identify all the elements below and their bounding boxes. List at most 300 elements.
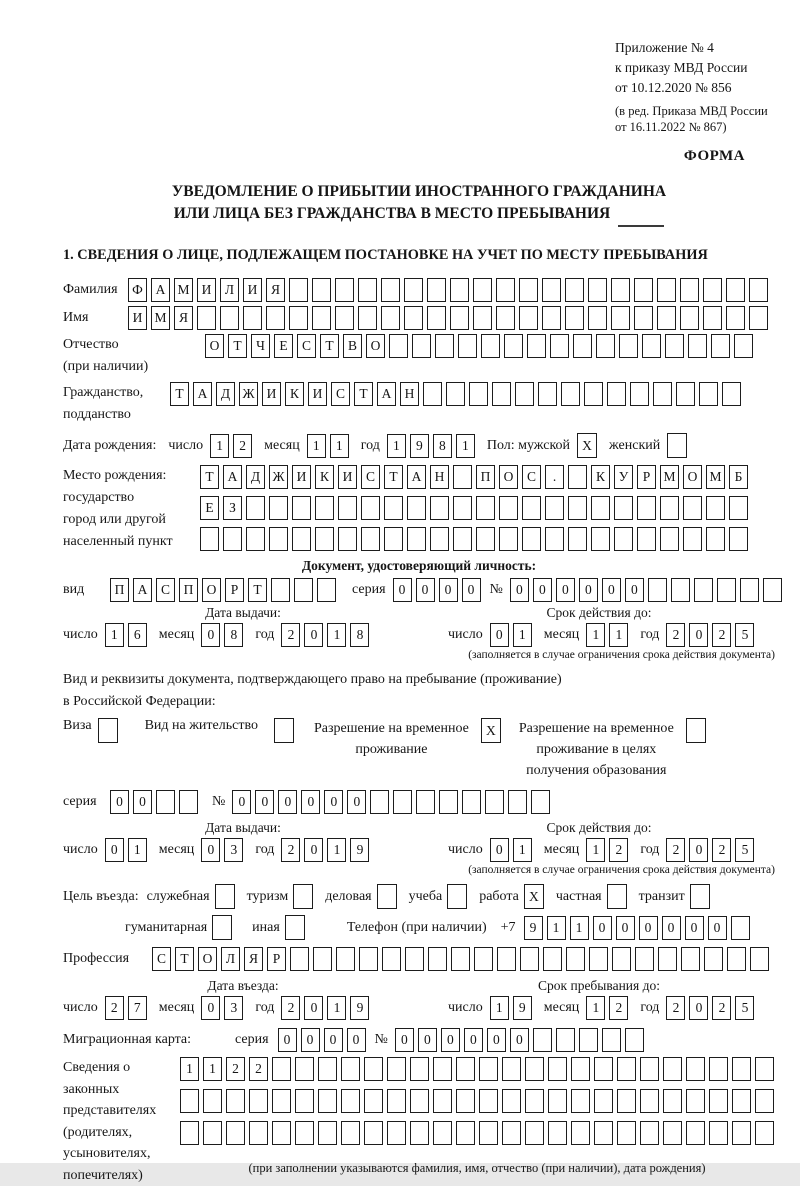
char-cell[interactable] <box>246 527 265 551</box>
char-cell[interactable] <box>686 1057 705 1081</box>
char-cell[interactable] <box>315 527 334 551</box>
char-cell[interactable] <box>272 1089 291 1113</box>
char-cell[interactable] <box>611 306 630 330</box>
char-cell[interactable] <box>589 947 608 971</box>
char-cell[interactable] <box>683 527 702 551</box>
char-cell[interactable]: 0 <box>708 916 727 940</box>
char-cell[interactable] <box>732 1089 751 1113</box>
char-cell[interactable]: 2 <box>249 1057 268 1081</box>
char-cell[interactable] <box>453 465 472 489</box>
char-cell[interactable] <box>384 496 403 520</box>
char-cell[interactable] <box>200 527 219 551</box>
char-cell[interactable] <box>381 278 400 302</box>
char-cell[interactable] <box>410 1057 429 1081</box>
purpose-business-checkbox[interactable] <box>377 884 397 909</box>
char-cell[interactable]: Б <box>729 465 748 489</box>
char-cell[interactable]: 2 <box>712 838 731 862</box>
char-cell[interactable] <box>635 947 654 971</box>
char-cell[interactable]: 2 <box>666 996 685 1020</box>
char-cell[interactable]: 2 <box>712 996 731 1020</box>
edu-residence-permit-checkbox[interactable] <box>686 718 706 743</box>
permit-expiry-day-input[interactable] <box>490 838 532 862</box>
char-cell[interactable] <box>335 306 354 330</box>
char-cell[interactable]: 0 <box>602 578 621 602</box>
char-cell[interactable] <box>492 382 511 406</box>
char-cell[interactable]: 2 <box>666 838 685 862</box>
mc-series-input[interactable] <box>278 1028 366 1052</box>
stay-month-input[interactable] <box>586 996 628 1020</box>
char-cell[interactable] <box>450 278 469 302</box>
char-cell[interactable] <box>531 790 550 814</box>
char-cell[interactable]: 0 <box>133 790 152 814</box>
char-cell[interactable]: 0 <box>439 578 458 602</box>
char-cell[interactable] <box>407 496 426 520</box>
char-cell[interactable] <box>542 278 561 302</box>
char-cell[interactable] <box>617 1057 636 1081</box>
permit-expiry-year-input[interactable] <box>666 838 754 862</box>
passport-expiry-year-input[interactable] <box>666 623 754 647</box>
char-cell[interactable]: С <box>297 334 316 358</box>
char-cell[interactable]: 0 <box>278 1028 297 1052</box>
char-cell[interactable] <box>538 382 557 406</box>
char-cell[interactable]: 0 <box>579 578 598 602</box>
char-cell[interactable]: О <box>202 578 221 602</box>
char-cell[interactable] <box>729 496 748 520</box>
char-cell[interactable]: X <box>524 884 544 909</box>
char-cell[interactable]: 1 <box>128 838 147 862</box>
char-cell[interactable]: 1 <box>203 1057 222 1081</box>
char-cell[interactable] <box>203 1089 222 1113</box>
char-cell[interactable] <box>504 334 523 358</box>
char-cell[interactable] <box>412 334 431 358</box>
char-cell[interactable] <box>740 578 759 602</box>
char-cell[interactable] <box>522 496 541 520</box>
char-cell[interactable]: К <box>315 465 334 489</box>
char-cell[interactable] <box>405 947 424 971</box>
char-cell[interactable] <box>423 382 442 406</box>
char-cell[interactable]: 1 <box>327 623 346 647</box>
char-cell[interactable] <box>520 947 539 971</box>
char-cell[interactable]: 1 <box>586 623 605 647</box>
doc-type-input[interactable] <box>110 578 336 602</box>
char-cell[interactable] <box>433 1057 452 1081</box>
char-cell[interactable] <box>453 527 472 551</box>
char-cell[interactable]: 1 <box>513 838 532 862</box>
char-cell[interactable]: 0 <box>462 578 481 602</box>
char-cell[interactable] <box>364 1057 383 1081</box>
char-cell[interactable]: 5 <box>735 623 754 647</box>
char-cell[interactable] <box>499 496 518 520</box>
passport-expiry-month-input[interactable] <box>586 623 628 647</box>
char-cell[interactable]: 8 <box>350 623 369 647</box>
char-cell[interactable] <box>226 1121 245 1145</box>
char-cell[interactable] <box>446 382 465 406</box>
char-cell[interactable]: 0 <box>625 578 644 602</box>
char-cell[interactable] <box>338 527 357 551</box>
char-cell[interactable] <box>384 527 403 551</box>
purpose-private-checkbox[interactable] <box>607 884 627 909</box>
char-cell[interactable] <box>676 382 695 406</box>
char-cell[interactable]: 0 <box>301 790 320 814</box>
char-cell[interactable] <box>671 578 690 602</box>
char-cell[interactable]: И <box>292 465 311 489</box>
char-cell[interactable]: 0 <box>232 790 251 814</box>
char-cell[interactable] <box>179 790 198 814</box>
char-cell[interactable]: И <box>128 306 147 330</box>
char-cell[interactable] <box>496 278 515 302</box>
char-cell[interactable] <box>614 527 633 551</box>
char-cell[interactable]: 0 <box>689 838 708 862</box>
char-cell[interactable] <box>594 1057 613 1081</box>
char-cell[interactable] <box>338 496 357 520</box>
char-cell[interactable] <box>680 278 699 302</box>
char-cell[interactable]: 2 <box>712 623 731 647</box>
given-name-input[interactable] <box>128 306 768 330</box>
doc-number-input[interactable] <box>510 578 782 602</box>
char-cell[interactable]: И <box>243 278 262 302</box>
char-cell[interactable]: Н <box>400 382 419 406</box>
char-cell[interactable]: 9 <box>524 916 543 940</box>
char-cell[interactable]: 0 <box>685 916 704 940</box>
char-cell[interactable]: . <box>545 465 564 489</box>
char-cell[interactable] <box>527 334 546 358</box>
representatives-row2-input[interactable] <box>180 1089 774 1113</box>
char-cell[interactable] <box>686 1121 705 1145</box>
char-cell[interactable]: 0 <box>301 1028 320 1052</box>
female-checkbox[interactable] <box>667 433 687 458</box>
char-cell[interactable]: П <box>110 578 129 602</box>
char-cell[interactable] <box>734 334 753 358</box>
char-cell[interactable]: 1 <box>586 996 605 1020</box>
char-cell[interactable] <box>561 382 580 406</box>
char-cell[interactable] <box>462 790 481 814</box>
patronymic-input[interactable] <box>205 334 753 358</box>
char-cell[interactable] <box>703 278 722 302</box>
birth-place-row2-input[interactable] <box>200 496 748 520</box>
char-cell[interactable]: 2 <box>233 434 252 458</box>
char-cell[interactable] <box>290 947 309 971</box>
char-cell[interactable] <box>755 1057 774 1081</box>
char-cell[interactable]: 2 <box>281 996 300 1020</box>
char-cell[interactable] <box>571 1121 590 1145</box>
char-cell[interactable]: В <box>343 334 362 358</box>
char-cell[interactable] <box>451 947 470 971</box>
char-cell[interactable] <box>640 1057 659 1081</box>
char-cell[interactable] <box>387 1121 406 1145</box>
temp-residence-permit-checkbox[interactable] <box>481 718 501 743</box>
char-cell[interactable]: 2 <box>609 996 628 1020</box>
char-cell[interactable] <box>703 306 722 330</box>
char-cell[interactable]: О <box>198 947 217 971</box>
char-cell[interactable]: 2 <box>226 1057 245 1081</box>
char-cell[interactable] <box>706 496 725 520</box>
char-cell[interactable]: А <box>377 382 396 406</box>
char-cell[interactable]: 1 <box>210 434 229 458</box>
char-cell[interactable]: 1 <box>586 838 605 862</box>
char-cell[interactable] <box>667 433 687 458</box>
char-cell[interactable]: С <box>331 382 350 406</box>
char-cell[interactable]: 0 <box>278 790 297 814</box>
char-cell[interactable]: О <box>499 465 518 489</box>
char-cell[interactable]: 2 <box>281 838 300 862</box>
char-cell[interactable] <box>473 278 492 302</box>
char-cell[interactable]: Ф <box>128 278 147 302</box>
char-cell[interactable] <box>502 1057 521 1081</box>
char-cell[interactable]: 0 <box>324 790 343 814</box>
char-cell[interactable] <box>640 1121 659 1145</box>
permit-number-input[interactable] <box>232 790 550 814</box>
char-cell[interactable] <box>496 306 515 330</box>
char-cell[interactable]: 1 <box>387 434 406 458</box>
char-cell[interactable]: 0 <box>324 1028 343 1052</box>
char-cell[interactable]: 2 <box>105 996 124 1020</box>
char-cell[interactable] <box>660 496 679 520</box>
char-cell[interactable] <box>637 527 656 551</box>
permit-issue-day-input[interactable] <box>105 838 147 862</box>
purpose-work-checkbox[interactable] <box>524 884 544 909</box>
char-cell[interactable]: М <box>660 465 679 489</box>
char-cell[interactable] <box>579 1028 598 1052</box>
char-cell[interactable] <box>681 947 700 971</box>
char-cell[interactable]: 0 <box>533 578 552 602</box>
char-cell[interactable]: А <box>407 465 426 489</box>
char-cell[interactable] <box>416 790 435 814</box>
char-cell[interactable] <box>657 306 676 330</box>
char-cell[interactable] <box>156 790 175 814</box>
char-cell[interactable]: И <box>262 382 281 406</box>
char-cell[interactable] <box>361 527 380 551</box>
char-cell[interactable] <box>525 1121 544 1145</box>
char-cell[interactable] <box>588 306 607 330</box>
char-cell[interactable] <box>596 334 615 358</box>
char-cell[interactable] <box>272 1057 291 1081</box>
char-cell[interactable] <box>640 1089 659 1113</box>
char-cell[interactable]: 0 <box>593 916 612 940</box>
char-cell[interactable] <box>358 278 377 302</box>
char-cell[interactable] <box>292 527 311 551</box>
char-cell[interactable] <box>364 1089 383 1113</box>
char-cell[interactable] <box>481 334 500 358</box>
char-cell[interactable] <box>519 278 538 302</box>
char-cell[interactable] <box>387 1057 406 1081</box>
char-cell[interactable] <box>658 947 677 971</box>
char-cell[interactable] <box>726 306 745 330</box>
char-cell[interactable] <box>407 527 426 551</box>
doc-series-input[interactable] <box>393 578 481 602</box>
entry-day-input[interactable] <box>105 996 147 1020</box>
char-cell[interactable] <box>584 382 603 406</box>
stay-day-input[interactable] <box>490 996 532 1020</box>
char-cell[interactable] <box>370 790 389 814</box>
char-cell[interactable] <box>686 1089 705 1113</box>
citizenship-input[interactable] <box>170 382 741 406</box>
char-cell[interactable] <box>694 578 713 602</box>
char-cell[interactable] <box>315 496 334 520</box>
char-cell[interactable]: Л <box>220 278 239 302</box>
char-cell[interactable] <box>469 382 488 406</box>
char-cell[interactable]: Т <box>384 465 403 489</box>
passport-issue-day-input[interactable] <box>105 623 147 647</box>
char-cell[interactable]: Т <box>248 578 267 602</box>
char-cell[interactable] <box>427 306 446 330</box>
char-cell[interactable] <box>226 1089 245 1113</box>
char-cell[interactable]: 1 <box>570 916 589 940</box>
char-cell[interactable]: 0 <box>616 916 635 940</box>
char-cell[interactable]: 0 <box>416 578 435 602</box>
char-cell[interactable]: Т <box>170 382 189 406</box>
char-cell[interactable] <box>634 278 653 302</box>
char-cell[interactable] <box>625 1028 644 1052</box>
char-cell[interactable] <box>318 1089 337 1113</box>
char-cell[interactable] <box>433 1121 452 1145</box>
char-cell[interactable]: 5 <box>735 838 754 862</box>
char-cell[interactable] <box>458 334 477 358</box>
char-cell[interactable]: 0 <box>689 623 708 647</box>
char-cell[interactable]: 0 <box>347 790 366 814</box>
char-cell[interactable]: А <box>133 578 152 602</box>
char-cell[interactable] <box>249 1121 268 1145</box>
char-cell[interactable]: П <box>179 578 198 602</box>
char-cell[interactable] <box>341 1089 360 1113</box>
char-cell[interactable] <box>663 1089 682 1113</box>
char-cell[interactable]: 9 <box>350 838 369 862</box>
char-cell[interactable]: 0 <box>441 1028 460 1052</box>
char-cell[interactable]: У <box>614 465 633 489</box>
char-cell[interactable] <box>630 382 649 406</box>
char-cell[interactable] <box>243 306 262 330</box>
char-cell[interactable] <box>430 527 449 551</box>
char-cell[interactable] <box>732 1121 751 1145</box>
char-cell[interactable]: И <box>308 382 327 406</box>
char-cell[interactable] <box>545 527 564 551</box>
char-cell[interactable] <box>285 915 305 940</box>
char-cell[interactable] <box>499 527 518 551</box>
char-cell[interactable]: 0 <box>490 623 509 647</box>
char-cell[interactable]: 2 <box>281 623 300 647</box>
char-cell[interactable] <box>566 947 585 971</box>
char-cell[interactable]: 0 <box>464 1028 483 1052</box>
char-cell[interactable] <box>690 884 710 909</box>
char-cell[interactable] <box>525 1089 544 1113</box>
char-cell[interactable]: А <box>151 278 170 302</box>
char-cell[interactable] <box>447 884 467 909</box>
char-cell[interactable]: 9 <box>410 434 429 458</box>
char-cell[interactable] <box>220 306 239 330</box>
char-cell[interactable] <box>704 947 723 971</box>
char-cell[interactable] <box>318 1121 337 1145</box>
char-cell[interactable] <box>706 527 725 551</box>
char-cell[interactable]: Е <box>274 334 293 358</box>
char-cell[interactable] <box>665 334 684 358</box>
char-cell[interactable]: 9 <box>350 996 369 1020</box>
char-cell[interactable]: 0 <box>395 1028 414 1052</box>
entry-year-input[interactable] <box>281 996 369 1020</box>
permit-issue-year-input[interactable] <box>281 838 369 862</box>
residence-permit-checkbox[interactable] <box>274 718 294 743</box>
char-cell[interactable] <box>295 1057 314 1081</box>
char-cell[interactable] <box>522 527 541 551</box>
char-cell[interactable] <box>729 527 748 551</box>
permit-issue-month-input[interactable] <box>201 838 243 862</box>
char-cell[interactable]: 1 <box>456 434 475 458</box>
char-cell[interactable]: Т <box>200 465 219 489</box>
char-cell[interactable] <box>497 947 516 971</box>
char-cell[interactable] <box>602 1028 621 1052</box>
char-cell[interactable] <box>726 278 745 302</box>
char-cell[interactable]: 0 <box>487 1028 506 1052</box>
char-cell[interactable] <box>382 947 401 971</box>
char-cell[interactable] <box>732 1057 751 1081</box>
char-cell[interactable] <box>709 1089 728 1113</box>
char-cell[interactable] <box>543 947 562 971</box>
char-cell[interactable] <box>612 947 631 971</box>
char-cell[interactable] <box>427 278 446 302</box>
char-cell[interactable] <box>611 278 630 302</box>
purpose-tourism-checkbox[interactable] <box>293 884 313 909</box>
char-cell[interactable] <box>203 1121 222 1145</box>
char-cell[interactable]: 2 <box>609 838 628 862</box>
char-cell[interactable] <box>683 496 702 520</box>
char-cell[interactable]: 1 <box>327 996 346 1020</box>
char-cell[interactable]: И <box>197 278 216 302</box>
char-cell[interactable]: 9 <box>513 996 532 1020</box>
char-cell[interactable]: Я <box>174 306 193 330</box>
char-cell[interactable]: К <box>285 382 304 406</box>
char-cell[interactable] <box>565 306 584 330</box>
char-cell[interactable]: Ж <box>269 465 288 489</box>
char-cell[interactable] <box>312 306 331 330</box>
male-checkbox[interactable] <box>577 433 597 458</box>
char-cell[interactable] <box>722 382 741 406</box>
char-cell[interactable]: Д <box>216 382 235 406</box>
char-cell[interactable] <box>377 884 397 909</box>
char-cell[interactable]: 0 <box>255 790 274 814</box>
char-cell[interactable] <box>335 278 354 302</box>
char-cell[interactable]: О <box>205 334 224 358</box>
char-cell[interactable] <box>180 1089 199 1113</box>
char-cell[interactable]: 0 <box>418 1028 437 1052</box>
char-cell[interactable] <box>456 1057 475 1081</box>
char-cell[interactable] <box>556 1028 575 1052</box>
stay-year-input[interactable] <box>666 996 754 1020</box>
char-cell[interactable] <box>289 278 308 302</box>
char-cell[interactable] <box>410 1121 429 1145</box>
phone-input[interactable] <box>524 916 750 940</box>
representatives-row3-input[interactable] <box>180 1121 774 1145</box>
char-cell[interactable] <box>617 1121 636 1145</box>
char-cell[interactable]: X <box>577 433 597 458</box>
char-cell[interactable] <box>594 1121 613 1145</box>
char-cell[interactable]: М <box>174 278 193 302</box>
char-cell[interactable]: 7 <box>128 996 147 1020</box>
char-cell[interactable]: Ч <box>251 334 270 358</box>
char-cell[interactable] <box>473 306 492 330</box>
char-cell[interactable]: 8 <box>433 434 452 458</box>
char-cell[interactable]: Е <box>200 496 219 520</box>
char-cell[interactable]: 1 <box>307 434 326 458</box>
char-cell[interactable]: Я <box>244 947 263 971</box>
char-cell[interactable] <box>479 1057 498 1081</box>
char-cell[interactable] <box>294 578 313 602</box>
purpose-study-checkbox[interactable] <box>447 884 467 909</box>
char-cell[interactable] <box>508 790 527 814</box>
char-cell[interactable] <box>485 790 504 814</box>
char-cell[interactable] <box>709 1057 728 1081</box>
char-cell[interactable] <box>404 278 423 302</box>
char-cell[interactable] <box>642 334 661 358</box>
char-cell[interactable] <box>410 1089 429 1113</box>
char-cell[interactable] <box>295 1089 314 1113</box>
